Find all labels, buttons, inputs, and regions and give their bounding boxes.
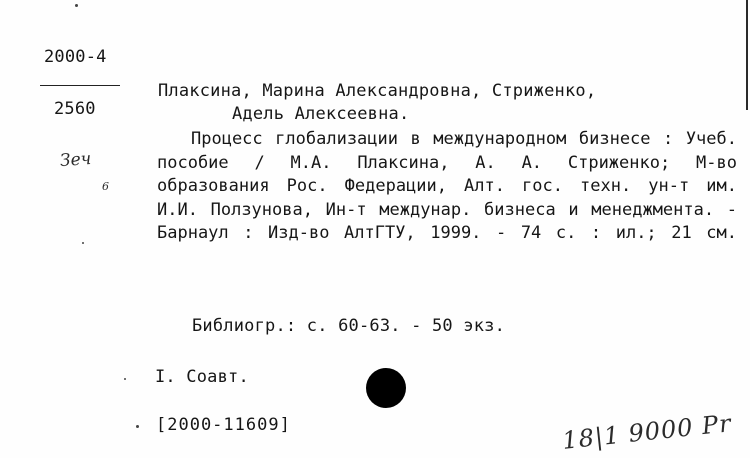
ink-speck [82,242,84,244]
shelf-mark-top: 2000-4 [44,47,107,67]
punch-hole [366,368,406,408]
handwritten-mark-left: Зеч [59,148,92,172]
author-heading-continuation: Адель Алексеевна. [232,104,410,124]
shelf-mark-bottom: 2560 [54,99,96,119]
handwritten-mark-bottom: 18|1 9000 Pr [561,409,733,455]
card-edge [746,0,748,110]
shelf-mark-divider [40,85,120,86]
bibliographic-description: Процесс глобализации в международном бизнесе : Учеб. пособие / М.А. Плаксина, А. А. Стриженко; М-во образования Рос. Федерации, Алт. гос. техн. ун-т им. И.И. Ползунова, Ин-т междунар. бизнеса и менеджмента. - Барнаул : Изд-во АлтГТУ, 1999. - 74 с. : ил.; 21 см. [157,129,737,243]
ink-speck [75,4,78,7]
ink-speck [124,378,126,380]
order-number: [2000-11609] [156,415,291,435]
handwritten-mark-left-small: 6 [102,180,109,193]
tracing-entry: I. Соавт. [155,367,249,387]
ink-speck [136,425,139,428]
bibliography-note: Библиогр.: с. 60-63. - 50 экз. [192,316,506,336]
author-heading: Плаксина, Марина Александровна, Стриженко, [158,81,597,101]
